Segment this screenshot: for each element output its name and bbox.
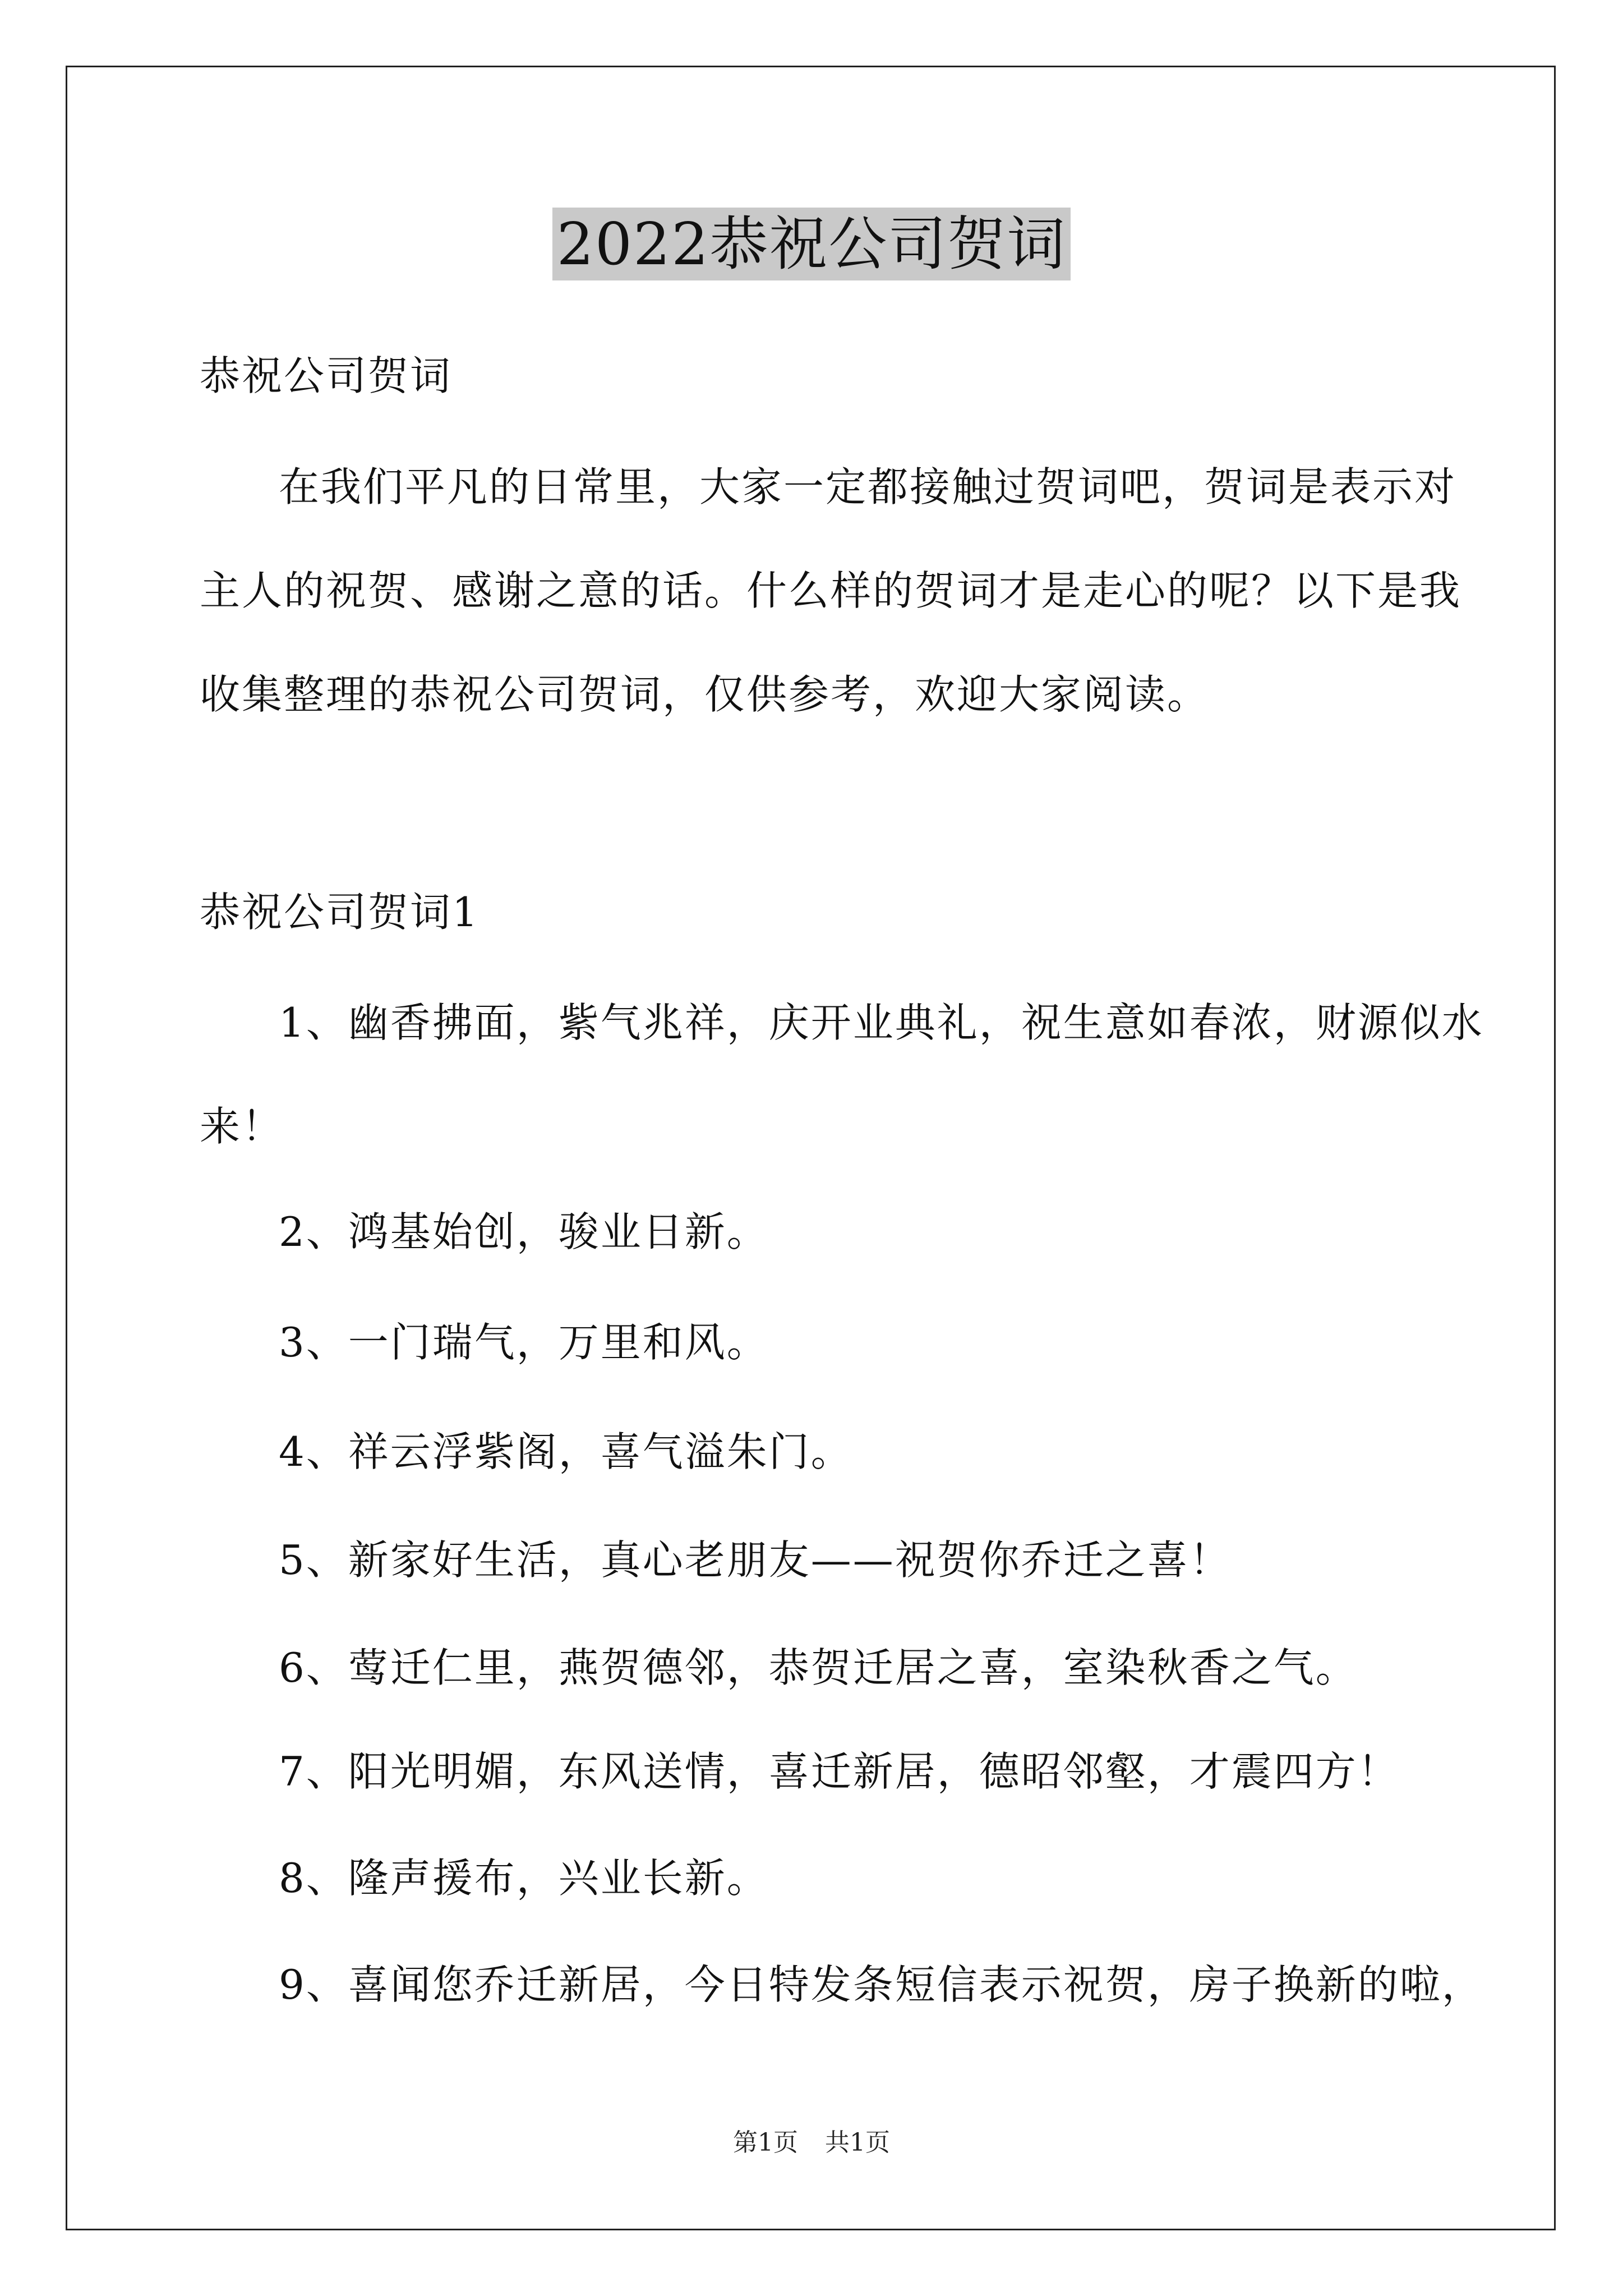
list-item: 4、祥云浮紫阁，喜气溢朱门。: [279, 1428, 853, 1475]
list-item: 7、阳光明媚，东风送情，喜迁新居，德昭邻壑，才震四方！: [279, 1748, 1400, 1795]
list-item: 5、新家好生活，真心老朋友——祝贺你乔迁之喜！: [279, 1536, 1232, 1584]
page-number: 第1页: [733, 2128, 798, 2157]
list-item: 3、一门瑞气，万里和风。: [279, 1319, 769, 1366]
list-item: 1、幽香拂面，紫气兆祥，庆开业典礼，祝生意如春浓，财源似水: [279, 999, 1484, 1046]
section-heading: 恭祝公司贺词1: [200, 889, 479, 936]
intro-line: 收集整理的恭祝公司贺词，仅供参考，欢迎大家阅读。: [200, 671, 1210, 718]
page-footer: [0, 2126, 1623, 2160]
document-title: [0, 208, 1623, 280]
list-item: 9、喜闻您乔迁新居，今日特发条短信表示祝贺，房子换新的啦，: [279, 1961, 1484, 2008]
document-title-text: 2022恭祝公司贺词: [552, 208, 1071, 280]
list-item-continuation: 来！: [200, 1103, 284, 1150]
list-item: 6、莺迁仁里，燕贺德邻，恭贺迁居之喜，室染秋香之气。: [279, 1644, 1358, 1691]
document-subtitle: 恭祝公司贺词: [200, 352, 453, 399]
intro-line: 在我们平凡的日常里，大家一定都接触过贺词吧，贺词是表示对: [279, 463, 1457, 510]
page-total: 共1页: [825, 2128, 890, 2157]
list-item: 8、隆声援布，兴业长新。: [279, 1855, 769, 1902]
list-item: 2、鸿基始创，骏业日新。: [279, 1208, 769, 1255]
intro-line: 主人的祝贺、感谢之意的话。什么样的贺词才是走心的呢？以下是我: [200, 567, 1462, 614]
